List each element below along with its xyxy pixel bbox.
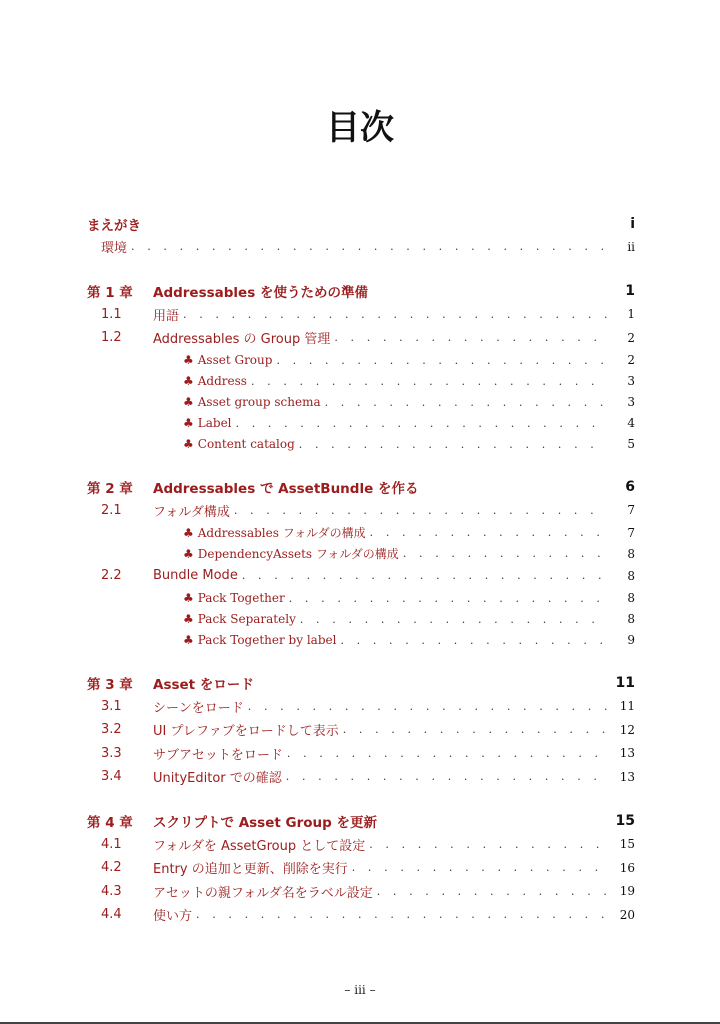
toc-entry-number: 3.4 [101,769,122,785]
toc-entry-section[interactable] [87,765,635,789]
dot-leader [334,331,607,344]
toc-entry-number: 第 2 章 [87,481,133,497]
dot-leader [352,861,607,874]
toc-entry-title: Asset group schema [197,395,321,409]
toc-entry-section[interactable] [87,903,635,927]
toc-entry-title: Label [197,416,232,430]
club-icon: ♣ [183,525,194,540]
toc-entry-number: 4.3 [101,883,122,899]
dot-leader [369,838,607,851]
toc-entry-section[interactable] [87,880,635,904]
dot-leader [183,308,607,321]
toc-entry-section[interactable] [87,742,635,766]
toc-entry-title: Content catalog [197,437,295,451]
toc-entry-number: 第 4 章 [87,815,133,831]
dot-leader [289,592,607,605]
toc-entry-title: Bundle Mode [153,568,238,584]
toc-entry-title: アセットの親フォルダ名をラベル設定 [153,885,373,901]
toc-entry-sub[interactable] [87,588,635,609]
toc-entry-page: 13 [619,746,635,761]
toc-entry-page: 9 [627,633,635,647]
toc-entry-sub[interactable] [87,434,635,455]
dot-leader [131,240,607,253]
toc-entry-number: 3.2 [101,722,122,738]
dot-leader [251,375,607,388]
toc-entry-page: 11 [615,675,635,691]
toc-entry-page: i [630,215,635,232]
toc-entry-sub[interactable] [87,609,635,630]
toc-entry-title: フォルダ構成 [153,504,230,520]
toc-entry-title: UnityEditor での確認 [153,771,282,787]
toc-entry-title: Asset をロード [153,677,254,693]
toc-entry-page: 11 [619,699,635,714]
toc-entry-title: スクリプトで Asset Group を更新 [153,815,378,831]
dot-leader [340,634,607,647]
toc-entry-chapter[interactable] [87,280,635,303]
toc-entry-chapter[interactable] [87,672,635,695]
toc-entry-page: 2 [627,353,635,367]
toc-entry-section[interactable] [87,326,635,350]
toc-entry-title: シーンをロード [153,700,244,716]
toc-entry-page: 15 [619,837,635,852]
toc-entry-section[interactable] [87,235,635,259]
page-title: 目次 [326,108,394,148]
toc-entry-page: 2 [627,330,635,345]
toc-entry-title: Asset Group [197,353,273,367]
toc-entry-chapter[interactable] [87,810,635,833]
dot-leader [242,569,607,582]
toc-entry-title: UI プレファブをロードして表示 [153,724,339,740]
dot-leader [287,747,607,760]
dot-leader [377,885,607,898]
toc-entry-page: 16 [619,860,635,875]
toc-entry-sub[interactable] [87,350,635,371]
toc-entry-title: サブアセットをロード [153,747,283,763]
toc-entry-page: 7 [627,525,635,540]
toc-entry-title: 環境 [101,241,128,257]
club-icon: ♣ [183,395,194,409]
toc-entry-page: 3 [627,374,635,388]
toc-entry-page: 7 [627,503,635,518]
club-icon: ♣ [183,353,194,367]
toc-entry-sub[interactable] [87,392,635,413]
toc-entry-title: Pack Together by label [197,633,337,647]
dot-leader [300,613,607,626]
toc-entry-title: Addressables の Group 管理 [153,332,331,348]
toc-entry-page: 8 [627,612,635,626]
toc-entry-number: 3.3 [101,745,122,761]
toc-entry-section[interactable] [87,303,635,327]
toc-entry-title: Entry の追加と更新、削除を実行 [153,862,348,878]
toc-entry-page: 4 [627,416,635,430]
table-of-contents [87,212,635,927]
toc-entry-section[interactable] [87,833,635,857]
toc-entry-section[interactable] [87,564,635,588]
toc-entry-page: 3 [627,395,635,409]
dot-leader [343,723,607,736]
dot-leader [236,417,607,430]
toc-entry-section[interactable] [87,695,635,719]
toc-entry-title: Pack Separately [197,612,296,626]
toc-entry-page: 8 [627,546,635,561]
toc-entry-title: 使い方 [153,909,193,925]
toc-entry-number: 2.2 [101,568,122,584]
toc-entry-page: 8 [627,591,635,605]
toc-entry-sub[interactable] [87,371,635,392]
toc-entry-page: 20 [619,907,635,922]
toc-entry-page: 1 [625,283,635,299]
toc-entry-page: 1 [627,307,635,322]
toc-entry-page: 19 [619,884,635,899]
toc-entry-number: 1.1 [101,306,122,322]
club-icon: ♣ [183,612,194,626]
toc-entry-page: 13 [619,769,635,784]
toc-entry-chapter[interactable] [87,212,635,235]
dot-leader [196,908,607,921]
toc-entry-section[interactable] [87,718,635,742]
club-icon: ♣ [183,374,194,388]
toc-entry-title: まえがき [87,217,141,234]
toc-entry-sub[interactable] [87,630,635,651]
dot-leader [370,526,607,539]
toc-entry-number: 4.4 [101,907,122,923]
toc-entry-number: 1.2 [101,330,122,346]
toc-entry-sub[interactable] [87,522,635,543]
toc-entry-title: Addressables フォルダの構成 [197,526,366,540]
toc-entry-number: 3.1 [101,698,122,714]
club-icon: ♣ [183,437,194,451]
toc-entry-chapter[interactable] [87,476,635,499]
toc-entry-title: DependencyAssets フォルダの構成 [197,547,399,561]
toc-entry-title: Pack Together [197,591,285,605]
dot-leader [276,354,607,367]
toc-entry-page: 8 [627,568,635,583]
toc-entry-page: 5 [627,437,635,451]
toc-entry-title: Addressables を使うための準備 [153,285,368,301]
toc-entry-number: 第 3 章 [87,677,133,693]
dot-leader [403,547,607,560]
club-icon: ♣ [183,546,194,561]
club-icon: ♣ [183,633,194,647]
dot-leader [325,396,607,409]
toc-entry-sub[interactable] [87,543,635,564]
toc-entry-sub[interactable] [87,413,635,434]
toc-entry-section[interactable] [87,856,635,880]
club-icon: ♣ [183,591,194,605]
dot-leader [234,504,607,517]
toc-entry-title: Address [197,374,247,388]
toc-entry-number: 4.1 [101,836,122,852]
toc-entry-title: 用語 [153,308,180,324]
toc-entry-page: 6 [625,479,635,495]
toc-entry-title: Addressables で AssetBundle を作る [153,481,419,497]
dot-leader [248,700,607,713]
toc-entry-number: 2.1 [101,502,122,518]
toc-entry-section[interactable] [87,499,635,523]
page-footer-number: – iii – [344,983,376,997]
toc-entry-number: 4.2 [101,860,122,876]
dot-leader [299,438,607,451]
toc-entry-page: 12 [619,722,635,737]
toc-entry-page: 15 [615,813,635,829]
club-icon: ♣ [183,416,194,430]
toc-entry-title: フォルダを AssetGroup として設定 [153,838,366,854]
toc-entry-number: 第 1 章 [87,285,133,301]
dot-leader [286,770,607,783]
toc-entry-page: ii [627,239,635,254]
